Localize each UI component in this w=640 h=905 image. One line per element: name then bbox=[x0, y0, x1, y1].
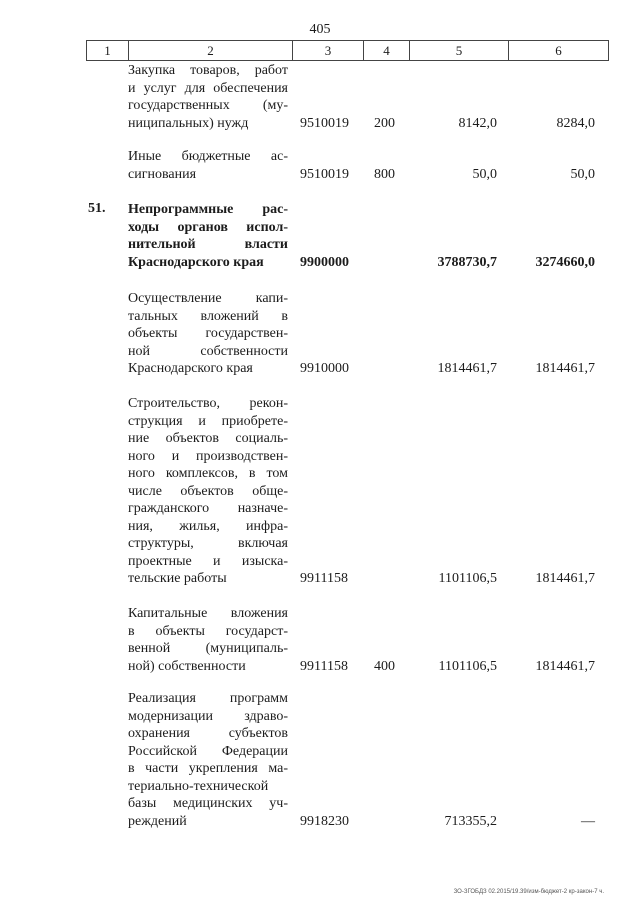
description-line: гражданского назначе- bbox=[128, 501, 288, 516]
description-line: ние объектов социаль- bbox=[128, 431, 288, 446]
row-code: 9911158 bbox=[300, 571, 348, 586]
description-line: модернизации здраво- bbox=[128, 708, 288, 724]
description-line: териально-технической bbox=[128, 778, 269, 794]
description-line: ходы органов испол- bbox=[128, 219, 288, 235]
description-line: структуры, включая bbox=[128, 536, 288, 551]
header-col-3: 3 bbox=[292, 41, 363, 60]
description-line: охранения субъектов bbox=[128, 726, 288, 741]
description-line: базы медицинских уч- bbox=[128, 796, 288, 811]
description-line: струкция и приобрете- bbox=[128, 413, 288, 429]
page-number: 405 bbox=[309, 22, 331, 37]
header-col-5: 5 bbox=[409, 41, 508, 60]
row-code: 9911158 bbox=[300, 658, 348, 674]
description-line: Осуществление капи- bbox=[128, 291, 288, 306]
row-description bbox=[128, 148, 288, 183]
table-header bbox=[86, 40, 609, 61]
header-col-2: 2 bbox=[128, 41, 292, 60]
description-line: ного комплексов, в том bbox=[128, 466, 288, 481]
footer-note: ЗО-ЗГОБДЗ 02.2015/19.39/изм-бюджет-2 кр-закон-7 ч. bbox=[453, 889, 604, 895]
row-amount-1: 8142,0 bbox=[458, 115, 497, 131]
description-line: венной (муниципаль- bbox=[128, 641, 288, 656]
row-number: 51. bbox=[88, 201, 106, 216]
row-type: 800 bbox=[374, 166, 395, 182]
description-line: Реализация программ bbox=[128, 691, 288, 706]
row-code: 9510019 bbox=[300, 115, 349, 131]
description-line: Иные бюджетные ас- bbox=[128, 149, 288, 164]
description-line: ной) собственности bbox=[128, 658, 246, 674]
row-amount-2: — bbox=[581, 813, 595, 829]
description-line: в объекты государст- bbox=[128, 623, 288, 639]
row-amount-1: 713355,2 bbox=[444, 813, 497, 829]
row-amount-2: 1814461,7 bbox=[535, 361, 595, 376]
row-amount-2: 1814461,7 bbox=[535, 658, 595, 674]
description-line: Краснодарского края bbox=[128, 254, 264, 270]
description-line: Непрограммные рас- bbox=[128, 202, 288, 217]
description-line: тальных вложений в bbox=[128, 308, 288, 324]
description-line: ного и производствен- bbox=[128, 448, 288, 464]
description-line: реждений bbox=[128, 813, 187, 829]
description-line: государственных (му- bbox=[128, 98, 288, 113]
row-amount-1: 3788730,7 bbox=[437, 254, 497, 270]
description-line: Закупка товаров, работ bbox=[128, 63, 288, 78]
description-line: и услуг для обеспечения bbox=[128, 80, 288, 96]
header-col-6: 6 bbox=[508, 41, 608, 60]
row-code: 9918230 bbox=[300, 813, 349, 829]
description-line: сигнования bbox=[128, 166, 197, 182]
description-line: тельские работы bbox=[128, 571, 227, 586]
row-amount-1: 1101106,5 bbox=[438, 658, 497, 674]
row-description bbox=[128, 690, 288, 830]
description-line: объекты государствен- bbox=[128, 326, 288, 341]
row-code: 9910000 bbox=[300, 361, 349, 376]
header-col-4: 4 bbox=[363, 41, 409, 60]
row-code: 9900000 bbox=[300, 254, 349, 270]
row-description bbox=[128, 62, 288, 132]
row-description bbox=[128, 605, 288, 675]
row-amount-1: 1814461,7 bbox=[437, 361, 497, 376]
description-line: ния, жилья, инфра- bbox=[128, 518, 288, 534]
row-description bbox=[128, 201, 288, 271]
row-type: 400 bbox=[374, 658, 395, 674]
description-line: Строительство, рекон- bbox=[128, 396, 288, 411]
row-amount-2: 1814461,7 bbox=[535, 571, 595, 586]
description-line: Краснодарского края bbox=[128, 361, 253, 376]
header-col-1: 1 bbox=[86, 41, 128, 60]
description-line: нительной власти bbox=[128, 237, 288, 252]
row-amount-2: 8284,0 bbox=[556, 115, 595, 131]
row-amount-1: 1101106,5 bbox=[438, 571, 497, 586]
description-line: в части укрепления ма- bbox=[128, 761, 288, 776]
row-description bbox=[128, 395, 288, 588]
row-description bbox=[128, 290, 288, 378]
description-line: ной собственности bbox=[128, 343, 288, 359]
row-amount-2: 50,0 bbox=[570, 166, 595, 182]
description-line: проектные и изыска- bbox=[128, 553, 288, 569]
description-line: Капитальные вложения bbox=[128, 606, 288, 621]
description-line: ниципальных) нужд bbox=[128, 115, 249, 131]
description-line: Российской Федерации bbox=[128, 743, 288, 759]
row-amount-1: 50,0 bbox=[472, 166, 497, 182]
description-line: числе объектов обще- bbox=[128, 483, 288, 499]
row-code: 9510019 bbox=[300, 166, 349, 182]
row-type: 200 bbox=[374, 115, 395, 131]
row-amount-2: 3274660,0 bbox=[535, 254, 595, 270]
